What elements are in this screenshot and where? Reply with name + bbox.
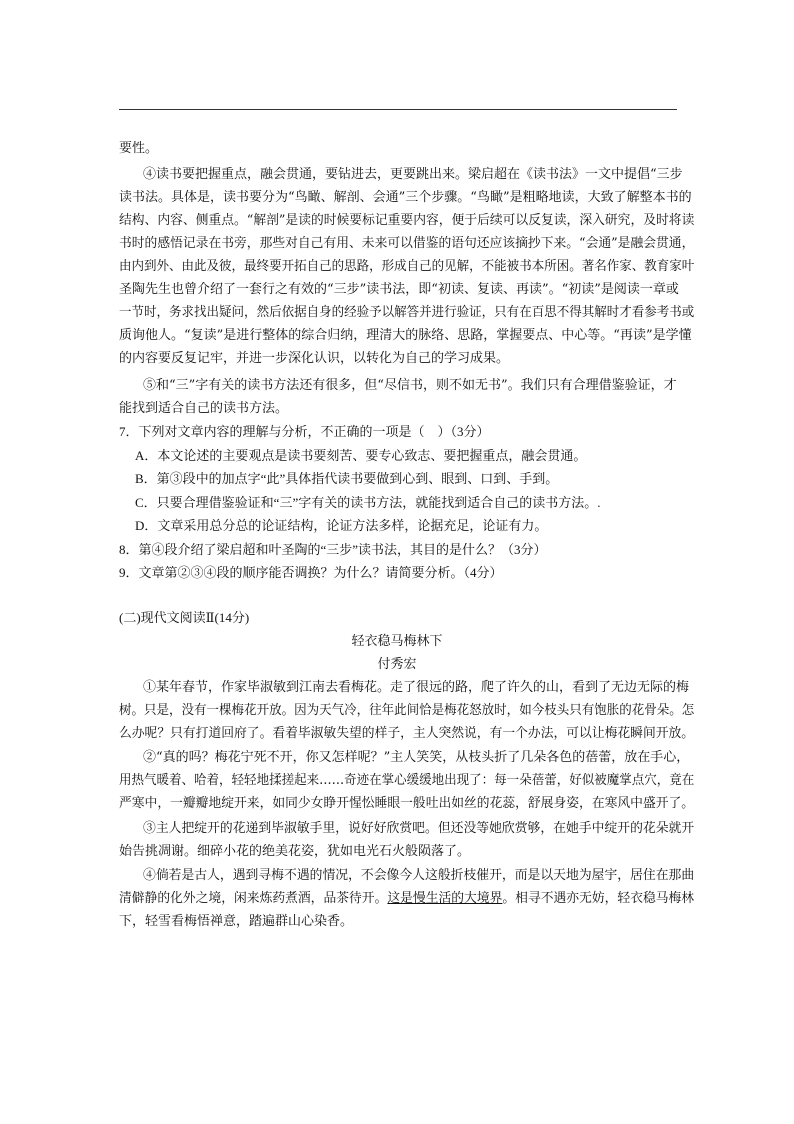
article-line-4: ②“真的吗？梅花宁死不开，你又怎样呢？”主人笑笑，从枝头折了几朵各色的蓓蕾，放在手心， (143, 750, 690, 765)
article-line-1: ①某年春节，作家毕淑敏到江南去看梅花。走了很远的路，爬了许久的山，看到了无边无际的梅 (143, 680, 690, 695)
passage1-line-7: 圣陶先生也曾介绍了一套行之有效的“三步”读书法，即“初读、复读、再读”。“初读”是阅读一章或 (119, 282, 679, 297)
section-heading: (二)现代文阅读Ⅱ(14分) (119, 610, 250, 625)
question-7-option-b: B．第③段中的加点字“此”具体指代读书要做到心到、眼到、口到、手到。 (135, 471, 559, 486)
article-line-2: 树。只是，没有一棵梅花开放。因为天气冷，往年此间恰是梅花怒放时，如今枝头只有饱胀的花骨朵。怎 (119, 703, 695, 718)
passage1-line-1: 要性。 (119, 141, 159, 156)
article-line-10-start: 清僻静的化外之境，闲来炼药煮酒，品茶待开。 (119, 891, 388, 906)
article-author: 付秀宏 (377, 657, 417, 672)
article-title: 轻衣稳马梅林下 (351, 634, 443, 649)
article-line-11: 下，轻雪看梅悟禅意，踏遍群山心染香。 (119, 914, 354, 929)
article-line-8: 始告挑凋谢。细碎小花的绝美花姿，犹如电光石火般陨落了。 (119, 844, 471, 859)
passage1-line-3: 读书法。具体是，读书要分为“鸟瞰、解剖、会通”三个步骤。“鸟瞰”是粗略地读，大致了解整本书的 (119, 190, 692, 205)
question-7-option-a: A．本文论述的主要观点是读书要刻苦、要专心致志、要把握重点，融会贯通。 (135, 448, 587, 463)
article-line-7: ③主人把绽开的花递到毕淑敏手里，说好好欣赏吧。但还没等她欣赏够，在她手中绽开的花朵就开 (143, 821, 695, 836)
question-9: 9．文章第②③④段的顺序能否调换？为什么？请简要分析。（4分） (119, 565, 503, 580)
header-rule (119, 109, 677, 110)
article-line-5: 用热气暖着、哈着，轻轻地揉搓起来……奇迹在掌心缓缓地出现了：每一朵蓓蕾，好似被魔掌点穴，竟在 (119, 773, 695, 788)
passage1-line-12: 能找到适合自己的读书方法。 (119, 401, 289, 416)
question-7-option-d: D．文章采用总分总的论证结构，论证方法多样，论据充足，论证有力。 (135, 518, 548, 533)
question-7: 7．下列对文章内容的理解与分析，不正确的一项是（ ）（3分） (119, 424, 490, 439)
question-7-option-c: C．只要合理借鉴验证和“三”字有关的读书方法，就能找到适合自己的读书方法。. (135, 495, 601, 510)
article-line-3: 么办呢？只有打道回府了。看着毕淑敏失望的样子，主人突然说，有一个办法，可以让梅花瞬间开放。 (119, 726, 695, 741)
passage1-line-5: 书时的感悟记录在书旁，那些对自己有用、未来可以借鉴的语句还应该摘抄下来。“会通”是融会贯通， (119, 236, 695, 251)
passage1-line-4: 结构、内容、侧重点。“解剖”是读的时候要标记重要内容，便于后续可以反复读，深入研究，及时将读 (119, 213, 695, 228)
question-8: 8．第④段介绍了梁启超和叶圣陶的“三步”读书法，其目的是什么？（3分） (119, 542, 547, 557)
passage1-line-6: 由内到外、由此及彼，最终要开拓自己的思路，形成自己的见解，不能被书本所困。著名作家、教育家叶 (119, 259, 695, 274)
article-line-6: 严寒中，一瓣瓣地绽开来，如同少女睁开惺忪睡眼一般吐出如丝的花蕊，舒展身姿，在寒风中盛开了。 (119, 796, 695, 811)
passage1-line-2: ④读书要把握重点，融会贯通，要钻进去，更要跳出来。梁启超在《读书法》一文中提倡“三步 (143, 167, 683, 182)
passage1-line-10: 的内容要反复记牢，并进一步深化认识，以转化为自己的学习成果。 (119, 351, 510, 366)
article-line-9: ④倘若是古人，遇到寻梅不遇的情况，不会像今人这般折枝催开，而是以天地为屋宇，居住在那曲 (143, 868, 695, 883)
article-line-10-end: 。相寻不遇亦无妨，轻衣稳马梅林 (502, 891, 695, 906)
article-line-10 (119, 887, 694, 906)
underlined-phrase: 这是慢生活的大境界 (387, 891, 503, 906)
passage1-line-9: 质询他人。“复读”是进行整体的综合归纳，理清大的脉络、思路，掌握要点、中心等。“再读”是学懂 (119, 328, 692, 343)
passage1-line-11: ⑤和“三”字有关的读书方法还有很多，但“尽信书，则不如无书”。我们只有合理借鉴验证，才 (143, 378, 677, 393)
passage1-line-8: 一节时，务求找出疑问，然后依据自身的经验予以解答并进行验证，只有在百思不得其解时才看参考书或 (119, 305, 695, 320)
